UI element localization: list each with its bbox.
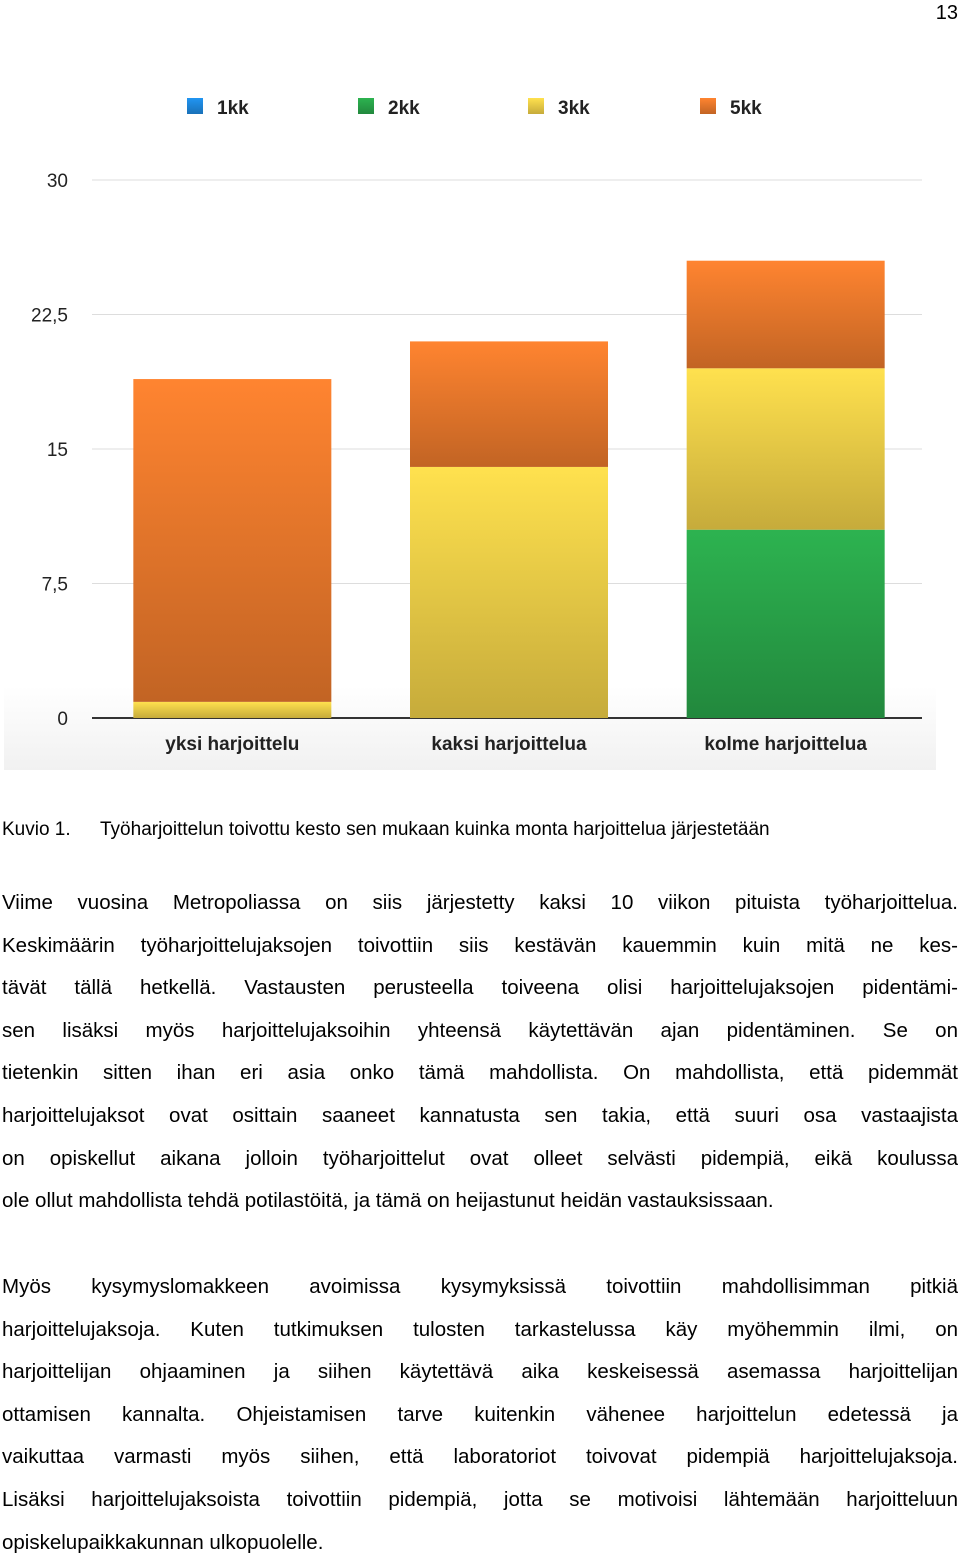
paragraph-line: ottamisen kannalta. Ohjeistamisen tarve kuitenkin vähenee harjoittelun edetessä ja	[2, 1402, 958, 1426]
legend-label: 3kk	[558, 98, 590, 119]
paragraph-line: ole ollut mahdollista tehdä potilastöitä, ja tämä on heijastunut heidän vastauksissaan.	[2, 1189, 774, 1213]
legend-swatch	[187, 98, 203, 114]
y-tick-label: 30	[46, 171, 68, 192]
paragraph-line: harjoittelujaksoja. Kuten tutkimuksen tulosten tarkastelussa käy myöhemmin ilmi, on	[2, 1317, 958, 1341]
bar-segment-3kk	[410, 467, 608, 718]
bar-segment-2kk	[687, 530, 885, 718]
paragraph-line: vaikuttaa varmasti myös siihen, että laboratoriot toivovat pidempiä harjoittelujaksoja.	[2, 1445, 958, 1469]
bar-segment-5kk	[410, 341, 608, 467]
legend-swatch	[358, 98, 374, 114]
y-tick-label: 0	[57, 709, 68, 730]
paragraph-line: tietenkin sitten ihan eri asia onko tämä mahdollista. On mahdollista, että pidemmät	[2, 1061, 958, 1085]
stacked-bar-chart	[4, 72, 936, 770]
bar-segment-3kk	[133, 702, 331, 718]
legend-label: 5kk	[730, 98, 762, 119]
paragraph-line: Myös kysymyslomakkeen avoimissa kysymyksissä toivottiin mahdollisimman pitkiä	[2, 1275, 958, 1298]
paragraph-line: Keskimäärin työharjoittelujaksojen toivottiin siis kestävän kauemmin kuin mitä ne kes-	[2, 933, 958, 957]
chart-svg	[4, 72, 936, 770]
paragraph-1	[2, 882, 958, 1223]
bar-segment-5kk	[133, 379, 331, 702]
paragraph-line: tävät tällä hetkellä. Vastausten perusteella toiveena olisi harjoittelujaksojen pidentämi-	[2, 976, 958, 1000]
x-category-label: kaksi harjoittelua	[431, 734, 587, 755]
paragraph-line: sen lisäksi myös harjoittelujaksoihin yhteensä käytettävän ajan pidentäminen. Se on	[2, 1018, 958, 1042]
paragraph-line: opiskelupaikkakunnan ulkopuolelle.	[2, 1530, 324, 1554]
page-number: 13	[935, 2, 958, 24]
legend-swatch	[700, 98, 716, 114]
paragraph-line: Lisäksi harjoittelujaksoista toivottiin pidempiä, jotta se motivoisi lähtemään harjoitteluun	[2, 1487, 958, 1511]
legend-label: 2kk	[388, 98, 420, 119]
x-category-label: yksi harjoittelu	[165, 734, 300, 755]
legend-swatch	[528, 98, 544, 114]
paragraph-line: Viime vuosina Metropoliassa on siis järjestetty kaksi 10 viikon pituista työharjoittelua.	[2, 891, 958, 914]
y-tick-label: 7,5	[41, 574, 68, 596]
bar-segment-3kk	[687, 368, 885, 529]
caption-text: Työharjoittelun toivottu kesto sen mukaan kuinka monta harjoittelua järjestetään	[100, 819, 770, 840]
bar-segment-5kk	[687, 261, 885, 369]
figure-caption	[2, 819, 770, 841]
caption-label: Kuvio 1.	[2, 819, 71, 840]
y-tick-label: 15	[46, 440, 68, 461]
x-category-label: kolme harjoittelua	[704, 734, 867, 755]
legend-label: 1kk	[217, 98, 249, 119]
paragraph-line: on opiskellut aikana jolloin työharjoittelut ovat olleet selvästi pidempiä, eikä koulussa	[2, 1146, 958, 1170]
y-tick-label: 22,5	[31, 305, 68, 327]
paragraph-2	[2, 1266, 958, 1564]
paragraph-line: harjoittelujaksot ovat osittain saaneet kannatusta sen takia, että suuri osa vastaajista	[2, 1103, 958, 1127]
paragraph-line: harjoittelijan ohjaaminen ja siihen käytettävä aika keskeisessä asemassa harjoittelijan	[2, 1360, 958, 1384]
